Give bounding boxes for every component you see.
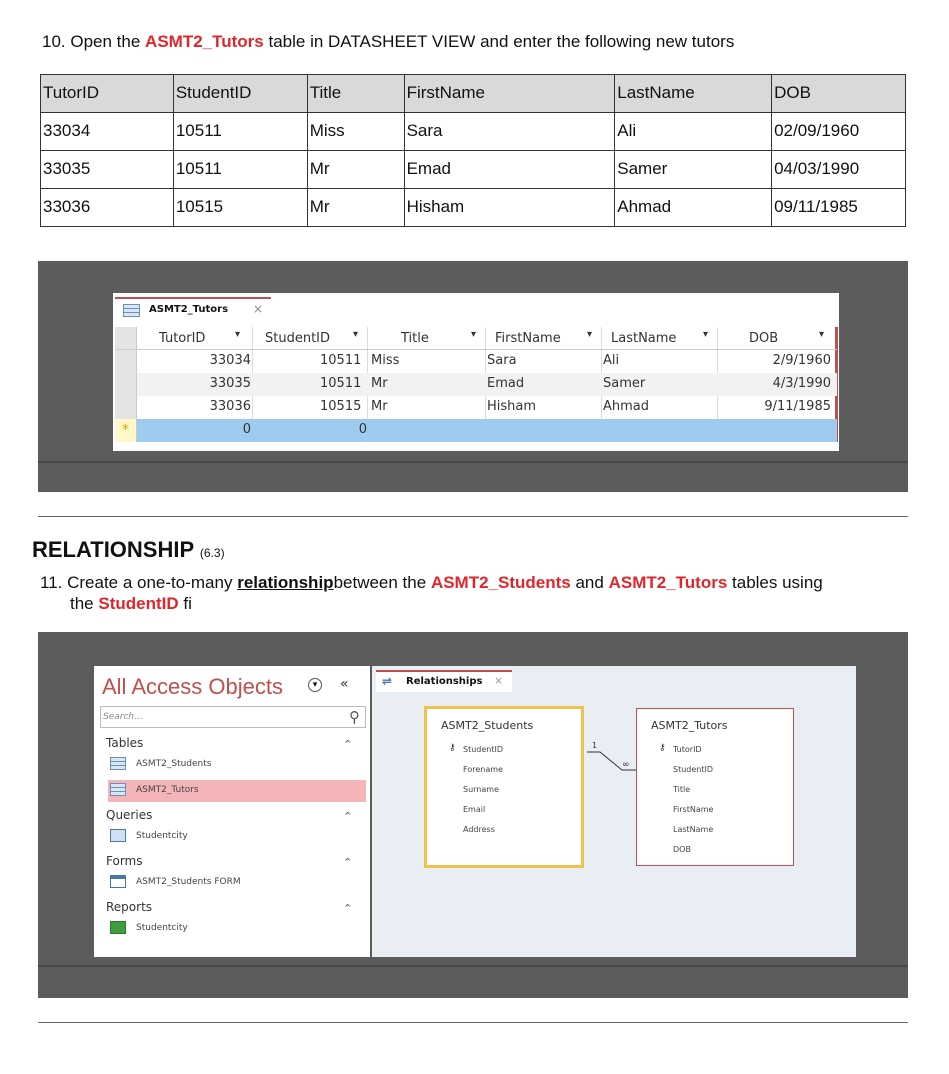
table-cell[interactable]: 9/11/1985 [764,399,831,414]
field-item[interactable]: StudentID [673,765,714,774]
chevron-down-icon[interactable]: ▾ [587,329,593,340]
table-row[interactable] [115,373,837,396]
datasheet-window [113,293,839,451]
relationships-pane [372,666,856,957]
table-cell[interactable]: 0 [242,422,251,437]
q10-prefix: 10. Open the [42,32,141,51]
table-cell: Mr [307,151,404,189]
row-selector[interactable] [115,373,137,396]
nav-section-forms[interactable]: Forms [106,854,143,868]
header-cell: LastName [615,75,772,113]
q11-text: fi [183,594,192,613]
nav-item-label: ASMT2_Tutors [136,785,199,795]
field-item[interactable]: Title [673,785,691,794]
table-cell[interactable]: Ahmad [603,399,650,414]
table-cell[interactable]: 2/9/1960 [772,353,831,368]
report-icon [110,921,126,934]
field-item[interactable]: DOB [673,845,691,854]
query-icon [110,829,126,842]
table-cell: Mr [307,189,404,227]
table-cell[interactable]: 10511 [320,353,362,368]
header-cell: DOB [772,75,906,113]
header-cell: FirstName [404,75,615,113]
chevron-down-icon[interactable]: ▾ [471,329,477,340]
table-cell: Hisham [404,189,615,227]
header-cell: StudentID [173,75,307,113]
field-item[interactable]: Address [463,825,495,834]
table-icon [123,304,140,317]
table-cell: 33035 [41,151,174,189]
close-icon[interactable]: × [253,302,264,316]
nav-pane-title[interactable]: All Access Objects [102,674,283,699]
divider [38,516,908,517]
divider [38,1022,908,1023]
table-cell[interactable]: 4/3/1990 [772,376,831,391]
source-table [40,74,906,227]
table-cell[interactable]: 33035 [209,376,251,391]
q11-text: tables using [732,573,823,592]
search-icon[interactable]: ⚲ [349,708,360,726]
nav-item-asmt2-tutors[interactable] [108,780,366,802]
chevron-down-icon[interactable]: ▾ [308,678,322,692]
table-icon [110,783,126,796]
table-cell[interactable]: Mr [371,376,388,391]
chevron-down-icon[interactable]: ▾ [819,329,825,340]
table-cell[interactable]: 0 [358,422,367,437]
chevron-down-icon[interactable]: ▾ [235,329,241,340]
table-cell[interactable]: 10515 [320,399,362,414]
column-header-dob[interactable]: DOB [749,331,779,346]
chevron-up-icon[interactable]: ⌃ [343,738,353,751]
q11-line2 [40,593,900,614]
table-cell[interactable]: 33034 [209,353,251,368]
table-row [41,189,906,227]
table-box-asmt2-students[interactable] [424,706,584,868]
close-icon[interactable]: × [494,674,504,687]
table-box-title: ASMT2_Tutors [651,719,728,732]
table-row[interactable] [115,396,837,419]
section-heading [32,537,225,563]
nav-section-tables[interactable]: Tables [106,736,144,750]
table-cell: 10511 [173,113,307,151]
table-cell[interactable]: Emad [487,376,525,391]
table-cell[interactable]: 33036 [209,399,251,414]
table-cell: 04/03/1990 [772,151,906,189]
column-header-studentid[interactable]: StudentID [265,331,331,346]
table-cell: 02/09/1960 [772,113,906,151]
relationships-icon: ⇌ [382,674,393,688]
heading-ref: (6.3) [199,546,225,560]
q11-text: and [575,573,604,592]
q11-field-name: StudentID [98,594,179,613]
row-selector[interactable] [115,396,137,419]
table-cell: Sara [404,113,615,151]
key-icon: ⚷ [659,743,666,753]
field-item[interactable]: LastName [673,825,714,834]
table-row [41,151,906,189]
q10-table-name: ASMT2_Tutors [145,32,264,51]
one-side-symbol: 1 [592,741,598,750]
table-box-asmt2-tutors[interactable] [636,708,794,866]
nav-item-studentcity-query[interactable] [108,826,366,848]
navigation-pane [94,666,370,957]
table-cell[interactable]: Mr [371,399,388,414]
table-cell: Ali [615,113,772,151]
chevron-up-icon[interactable]: ⌃ [343,810,353,823]
q11-text: 11. Create a one-to-many [40,573,233,592]
table-cell[interactable]: Hisham [487,399,537,414]
tab-label: Relationships [406,676,483,687]
many-side-symbol: ∞ [622,760,630,770]
table-cell[interactable]: Samer [603,376,646,391]
nav-item-label: ASMT2_Students FORM [136,877,241,887]
chevron-up-icon[interactable]: ⌃ [343,902,353,915]
question-10 [42,32,734,52]
field-item[interactable]: Surname [463,785,499,794]
row-selector[interactable] [115,327,137,349]
field-item[interactable]: Forename [463,765,503,774]
key-icon: ⚷ [449,743,456,753]
table-cell: 09/11/1985 [772,189,906,227]
source-table-header [41,75,906,113]
nav-section-reports[interactable]: Reports [106,900,153,914]
tab-label: ASMT2_Tutors [149,304,229,315]
nav-item-label: Studentcity [136,923,188,933]
nav-item-students-form[interactable] [108,872,366,894]
q10-suffix: table in DATASHEET VIEW and enter the following new tutors [268,32,735,51]
q11-text: the [70,594,94,613]
table-cell: 10511 [173,151,307,189]
table-cell[interactable]: Sara [487,353,517,368]
table-cell: 10515 [173,189,307,227]
new-record-marker[interactable]: * [115,419,137,442]
field-item[interactable]: TutorID [673,745,702,754]
divider [38,965,908,967]
table-icon [110,757,126,770]
relationships-screenshot [38,632,908,998]
nav-section-queries[interactable]: Queries [106,808,153,822]
table-row[interactable] [115,350,837,373]
chevron-down-icon[interactable]: ▾ [703,329,709,340]
field-item[interactable]: StudentID [463,745,504,754]
table-box-title: ASMT2_Students [441,719,534,732]
heading-text: RELATIONSHIP [32,537,194,562]
search-input[interactable] [100,706,366,728]
table-cell: Miss [307,113,404,151]
column-header-lastname[interactable]: LastName [611,331,677,346]
table-cell: 33036 [41,189,174,227]
column-header-firstname[interactable]: FirstName [495,331,561,346]
q11-text: between the [333,573,427,592]
question-11 [40,572,900,614]
new-record-row[interactable] [115,419,837,442]
nav-item-label: ASMT2_Students [136,759,212,769]
chevron-up-icon[interactable]: ⌃ [343,856,353,869]
field-item[interactable]: Email [463,805,486,814]
divider [38,461,908,463]
table-cell[interactable]: 10511 [320,376,362,391]
row-selector[interactable] [115,350,137,373]
nav-item-studentcity-report[interactable] [108,918,366,940]
table-cell: Emad [404,151,615,189]
table-cell: 33034 [41,113,174,151]
q11-students-table: ASMT2_Students [430,573,571,592]
nav-item-label: Studentcity [136,831,188,841]
collapse-icon[interactable]: « [340,676,349,692]
table-cell: Ahmad [615,189,772,227]
datasheet-screenshot [38,261,908,492]
datasheet-header-row [115,327,837,350]
form-icon [110,875,126,888]
column-header-title[interactable]: Title [401,331,429,346]
search-placeholder: Search... [103,712,143,722]
header-cell: TutorID [41,75,174,113]
nav-item-asmt2-students[interactable] [108,754,366,776]
chevron-down-icon[interactable]: ▾ [353,329,359,340]
table-cell[interactable]: Ali [603,353,620,368]
table-row [41,113,906,151]
header-cell: Title [307,75,404,113]
q11-keyword: relationship [237,573,334,592]
table-cell: Samer [615,151,772,189]
column-header-tutorid[interactable]: TutorID [159,331,206,346]
q11-tutors-table: ASMT2_Tutors [608,573,728,592]
tab-asmt2-tutors[interactable] [115,297,271,323]
table-cell[interactable]: Miss [371,353,400,368]
field-item[interactable]: FirstName [673,805,714,814]
